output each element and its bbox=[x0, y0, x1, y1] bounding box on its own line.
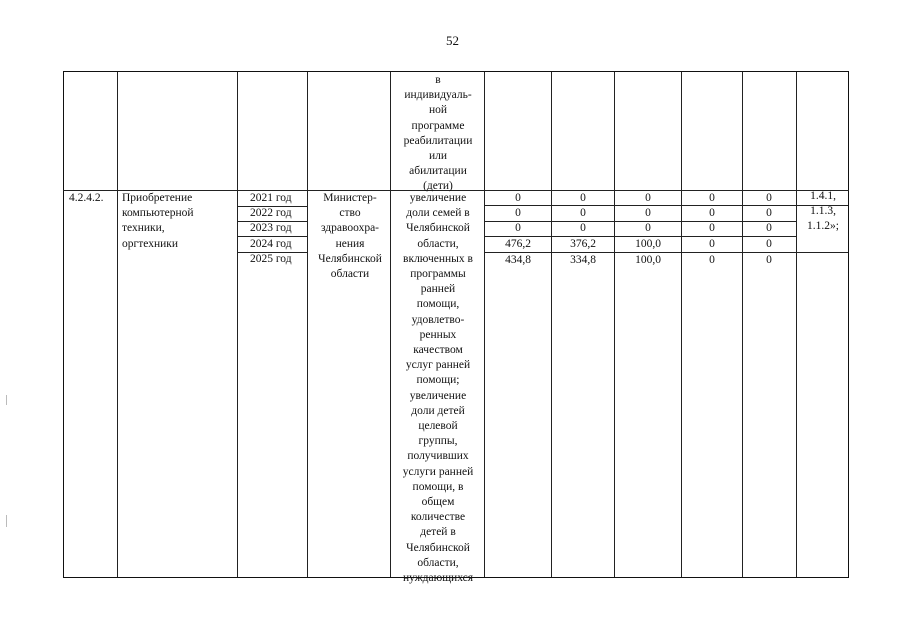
value-cell: 0 bbox=[709, 222, 715, 234]
cell-line: включенных в bbox=[403, 252, 473, 265]
executor bbox=[310, 191, 390, 282]
cell-line: ранней bbox=[420, 283, 456, 296]
year-cell: 2022 год bbox=[250, 207, 292, 220]
col-line-7 bbox=[614, 71, 615, 577]
cell-line: оргтехники bbox=[122, 237, 178, 250]
cell-line: программы bbox=[410, 268, 466, 281]
cell-line: помощи; bbox=[416, 374, 460, 387]
cell-line: (дети) bbox=[423, 180, 453, 193]
col-line-9 bbox=[742, 71, 743, 577]
cell-line: Министер- bbox=[323, 192, 377, 204]
value-cell: 100,0 bbox=[635, 254, 661, 266]
value-cell: 334,8 bbox=[570, 254, 596, 266]
cell-line: техники, bbox=[122, 222, 165, 235]
cell-line: Челябинской bbox=[406, 541, 470, 554]
cell-line: ной bbox=[428, 104, 448, 117]
year-cell: 2025 год bbox=[250, 252, 292, 265]
col-line-3 bbox=[307, 71, 308, 577]
value-cell: 0 bbox=[580, 207, 586, 219]
cell-line: 1.1.2»; bbox=[807, 220, 839, 233]
cell-line: области, bbox=[417, 237, 459, 250]
value-cell: 0 bbox=[766, 222, 772, 234]
row-name bbox=[122, 191, 194, 252]
cell-line: ренных bbox=[419, 328, 457, 341]
scan-mark bbox=[6, 395, 7, 405]
value-cell: 0 bbox=[709, 238, 715, 250]
cell-line: Приобретение bbox=[122, 192, 193, 204]
table-border-right bbox=[848, 71, 849, 577]
value-cell: 0 bbox=[580, 222, 586, 234]
table-border-left bbox=[63, 71, 64, 577]
year-cell: 2021 год bbox=[250, 192, 292, 204]
cell-line: области bbox=[330, 268, 370, 281]
value-cell: 0 bbox=[766, 192, 772, 204]
cell-line: программе bbox=[411, 119, 465, 132]
continuation-cell bbox=[396, 73, 480, 195]
value-cell: 476,2 bbox=[505, 238, 531, 250]
col-line-1 bbox=[117, 71, 118, 577]
page-number: 52 bbox=[446, 33, 459, 48]
value-cell: 376,2 bbox=[570, 238, 596, 250]
cell-line: количестве bbox=[410, 511, 466, 524]
col-line-2 bbox=[237, 71, 238, 577]
cell-line: нения bbox=[335, 237, 365, 250]
cell-line: увеличение bbox=[409, 192, 467, 204]
value-cell: 0 bbox=[709, 254, 715, 266]
cell-line: детей в bbox=[420, 526, 456, 539]
value-cell: 0 bbox=[766, 254, 772, 266]
cell-line: группы, bbox=[418, 435, 458, 448]
cell-line: реабилитации bbox=[403, 134, 473, 147]
value-cell: 0 bbox=[645, 192, 651, 204]
cell-line: доли семей в bbox=[406, 207, 470, 220]
value-cell: 0 bbox=[766, 207, 772, 219]
cell-line: качеством bbox=[413, 344, 463, 357]
year-column bbox=[250, 191, 292, 267]
cell-line: Челябинской bbox=[406, 222, 470, 235]
cell-line: компьютерной bbox=[122, 207, 194, 220]
row-code: 4.2.4.2. bbox=[69, 192, 104, 204]
value-cell: 0 bbox=[515, 222, 521, 234]
indicator bbox=[396, 191, 480, 586]
col-line-8 bbox=[681, 71, 682, 577]
value-cell: 0 bbox=[766, 238, 772, 250]
value-cell: 100,0 bbox=[635, 238, 661, 250]
cell-line: помощи, bbox=[416, 298, 460, 311]
table-border-top bbox=[63, 71, 849, 72]
cell-line: Челябинской bbox=[318, 252, 382, 265]
cell-line: услуг ранней bbox=[405, 359, 471, 372]
col-line-4 bbox=[390, 71, 391, 577]
reference-cell bbox=[798, 189, 848, 235]
scan-mark bbox=[6, 515, 7, 527]
year-cell: 2023 год bbox=[250, 222, 292, 235]
value-cell: 0 bbox=[515, 207, 521, 219]
cell-line: доли детей bbox=[411, 404, 465, 417]
cell-line: общем bbox=[421, 496, 455, 509]
col-line-10 bbox=[796, 71, 797, 577]
cell-line: получивших bbox=[407, 450, 469, 463]
cell-line: области, bbox=[417, 556, 459, 569]
cell-line: 1.1.3, bbox=[810, 205, 836, 218]
col-line-6 bbox=[551, 71, 552, 577]
cell-line: в bbox=[435, 74, 441, 86]
cell-line: индивидуаль- bbox=[404, 89, 472, 102]
cell-line: 1.4.1, bbox=[810, 190, 836, 202]
cell-line: услуги ранней bbox=[402, 465, 474, 478]
value-cell: 0 bbox=[709, 207, 715, 219]
value-cell: 0 bbox=[515, 192, 521, 204]
year-cell: 2024 год bbox=[250, 237, 292, 250]
cell-line: или bbox=[428, 150, 448, 163]
value-cell: 434,8 bbox=[505, 254, 531, 266]
cell-line: нуждающихся bbox=[402, 572, 474, 585]
cell-line: удовлетво- bbox=[411, 313, 465, 326]
value-cell: 0 bbox=[645, 222, 651, 234]
cell-line: здравоохра- bbox=[320, 222, 380, 235]
cell-line: ство bbox=[339, 207, 361, 220]
col-line-5 bbox=[484, 71, 485, 577]
cell-line: увеличение bbox=[409, 389, 467, 402]
cell-line: помощи, в bbox=[412, 480, 464, 493]
cell-line: целевой bbox=[418, 420, 458, 433]
value-cell: 0 bbox=[645, 207, 651, 219]
value-cell: 0 bbox=[580, 192, 586, 204]
value-cell: 0 bbox=[709, 192, 715, 204]
cell-line: абилитации bbox=[409, 165, 467, 178]
